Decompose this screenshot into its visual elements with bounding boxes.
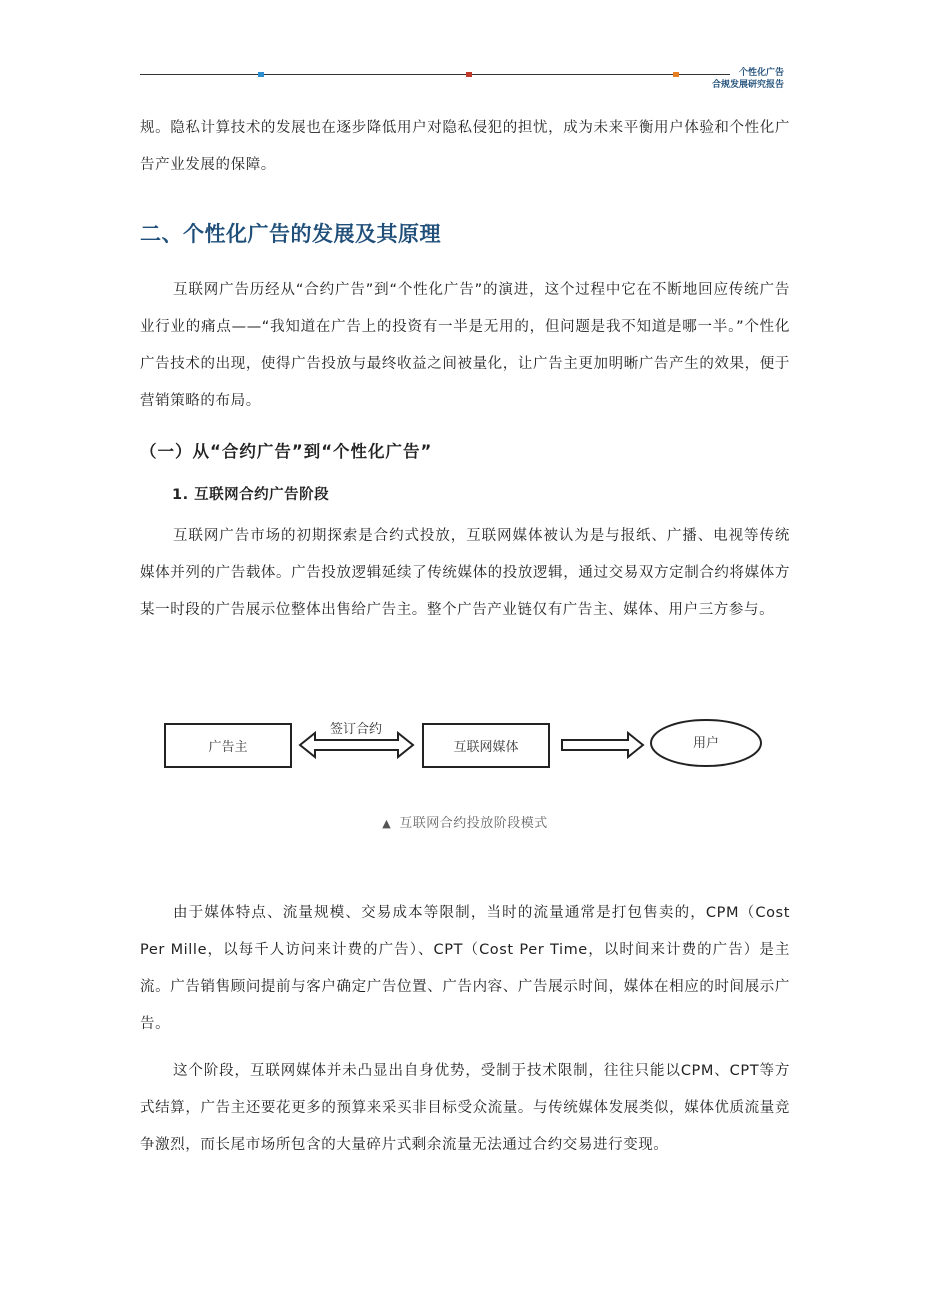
header-accent-dot-red [466,72,472,77]
triangle-icon: ▲ [382,817,392,830]
media-label: 互联网媒体 [453,740,519,755]
stage-paragraph: 互联网广告市场的初期探索是合约式投放，互联网媒体被认为是与报纸、广播、电视等传统媒体并列的广告载体。广告投放逻辑延续了传统媒体的投放逻辑，通过交易双方定制合约将媒体方某一时段的广告展示位整体出售给广告主。整个广告产业链仅有广告主、媒体、用户三方参与。 [140,528,790,618]
header-title-line1: 个性化广告 [738,68,784,78]
advertiser-label: 广告主 [208,740,248,755]
sub-subheading: 1. 互联网合约广告阶段 [172,487,330,503]
contract-label: 签订合约 [329,722,383,737]
user-label: 用户 [692,736,720,751]
contract-flow-diagram [150,705,770,785]
subsection-heading: （一）从“合约广告”到“个性化广告” [140,442,433,461]
caption-text: 互联网合约投放阶段模式 [399,816,548,831]
header-report-title [700,67,784,91]
header-accent-dot-blue [258,72,264,77]
intro-paragraph: 规。隐私计算技术的发展也在逐步降低用户对隐私侵犯的担忧，成为未来平衡用户体验和个性化广告产业发展的保障。 [140,120,790,173]
section-paragraph: 互联网广告历经从“合约广告”到“个性化广告”的演进，这个过程中它在不断地回应传统广告业行业的痛点——“我知道在广告上的投资有一半是无用的，但问题是我不知道是哪一半。”个性化广告技术的出现，使得广告投放与最终收益之间被量化，让广告主更加明晰广告产生的效果，便于营销策略的布局。 [140,282,790,409]
stage-summary-paragraph: 这个阶段，互联网媒体并未凸显出自身优势，受制于技术限制，往往只能以CPM、CPT等方式结算，广告主还要花更多的预算来采买非目标受众流量。与传统媒体发展类似，媒体优质流量竞争激烈，而长尾市场所包含的大量碎片式剩余流量无法通过合约交易进行变现。 [140,1063,790,1153]
traffic-paragraph: 由于媒体特点、流量规模、交易成本等限制，当时的流量通常是打包售卖的，CPM（Cost Per Mille，以每千人访问来计费的广告）、CPT（Cost Per Time，以时间来计费的广告）是主流。广告销售顾问提前与客户确定广告位置、广告内容、广告展示时间，媒体在相应的时间展示广告。 [140,905,790,1032]
figure-caption [140,812,790,831]
header-accent-dot-orange [673,72,679,77]
header-rule [140,74,730,75]
header-title-line2: 合规发展研究报告 [711,80,784,90]
flow-arrow [562,733,643,757]
section-heading: 二、个性化广告的发展及其原理 [140,222,441,246]
